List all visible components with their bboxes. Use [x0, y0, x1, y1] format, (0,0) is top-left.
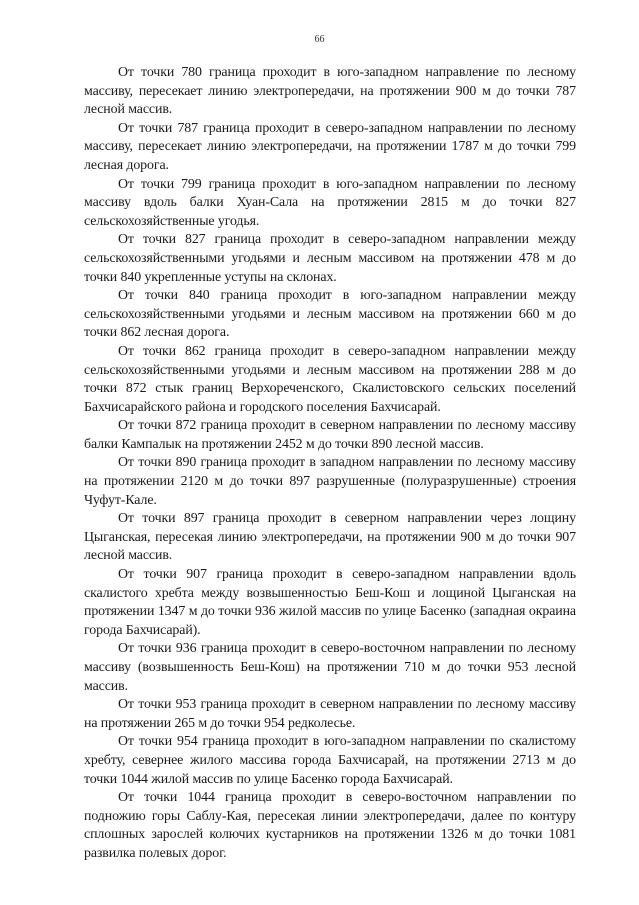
- paragraph: От точки 936 граница проходит в северо-восточном направлении по лесному массиву (возвышенность Беш-Кош) на протяжении 710 м до точки 953 лесной массив.: [84, 641, 576, 694]
- paragraph: От точки 780 граница проходит в юго-западном направление по лесному массиву, пересекает линию электропередачи, на протяжении 900 м до точки 787 лесной массив.: [84, 65, 576, 118]
- paragraph: От точки 1044 граница проходит в северо-восточном направлении по подножию горы Саблу-Кая, пересекая линии электропередачи, далее по контуру сплошных зарослей колючих кустарников на протяжении 1326 м до точки 1081 развилка полевых дорог.: [84, 790, 576, 861]
- paragraph: От точки 890 граница проходит в западном направлении по лесному массиву на протяжении 2120 м до точки 897 разрушенные (полуразрушенные) строения Чуфут-Кале.: [84, 455, 576, 508]
- paragraph: От точки 862 граница проходит в северо-западном направлении между сельскохозяйственными угодьями и лесным массивом на протяжении 288 м до точки 872 стык границ Верхореченского, Скалистовского сельских поселений Бахчисарайского района и городского поселения Бахчисарай.: [84, 343, 576, 415]
- paragraph: От точки 872 граница проходит в северном направлении по лесному массиву балки Кампалык на протяжении 2452 м до точки 890 лесной массив.: [84, 418, 576, 452]
- paragraph: От точки 827 граница проходит в северо-западном направлении между сельскохозяйственными угодьями и лесным массивом на протяжении 478 м до точки 840 укрепленные уступы на склонах.: [84, 232, 576, 285]
- paragraph: От точки 907 граница проходит в северо-западном направлении вдоль скалистого хребта между возвышенностью Беш-Кош и лощиной Цыганская на протяжении 1347 м до точки 936 жилой массив по улице Басенко (западная окраина города Бахчисарай).: [84, 567, 576, 638]
- page-number: 66: [314, 34, 325, 45]
- paragraph: От точки 840 граница проходит в юго-западном направлении между сельскохозяйственными угодьями и лесным массивом на протяжении 660 м до точки 862 лесная дорога.: [84, 288, 576, 341]
- paragraph: От точки 954 граница проходит в юго-западном направлении по скалистому хребту, севернее жилого массива города Бахчисарай, на протяжении 2713 м до точки 1044 жилой массив по улице Басенко города Бахчисарай.: [84, 734, 576, 787]
- paragraph: От точки 897 граница проходит в северном направлении через лощину Цыганская, пересекая линию электропередачи, на протяжении 900 м до точки 907 лесной массив.: [84, 511, 576, 564]
- paragraph: От точки 799 граница проходит в юго-западном направлении по лесному массиву вдоль балки Хуан-Сала на протяжении 2815 м до точки 827 сельскохозяйственные угодья.: [84, 176, 576, 229]
- paragraph: От точки 953 граница проходит в северном направлении по лесному массиву на протяжении 265 м до точки 954 редколесье.: [84, 697, 576, 731]
- paragraph: От точки 787 граница проходит в северо-западном направлении по лесному массиву, пересекает линию электропередачи, на протяжении 1787 м до точки 799 лесная дорога.: [84, 120, 576, 173]
- document-body: [84, 64, 576, 864]
